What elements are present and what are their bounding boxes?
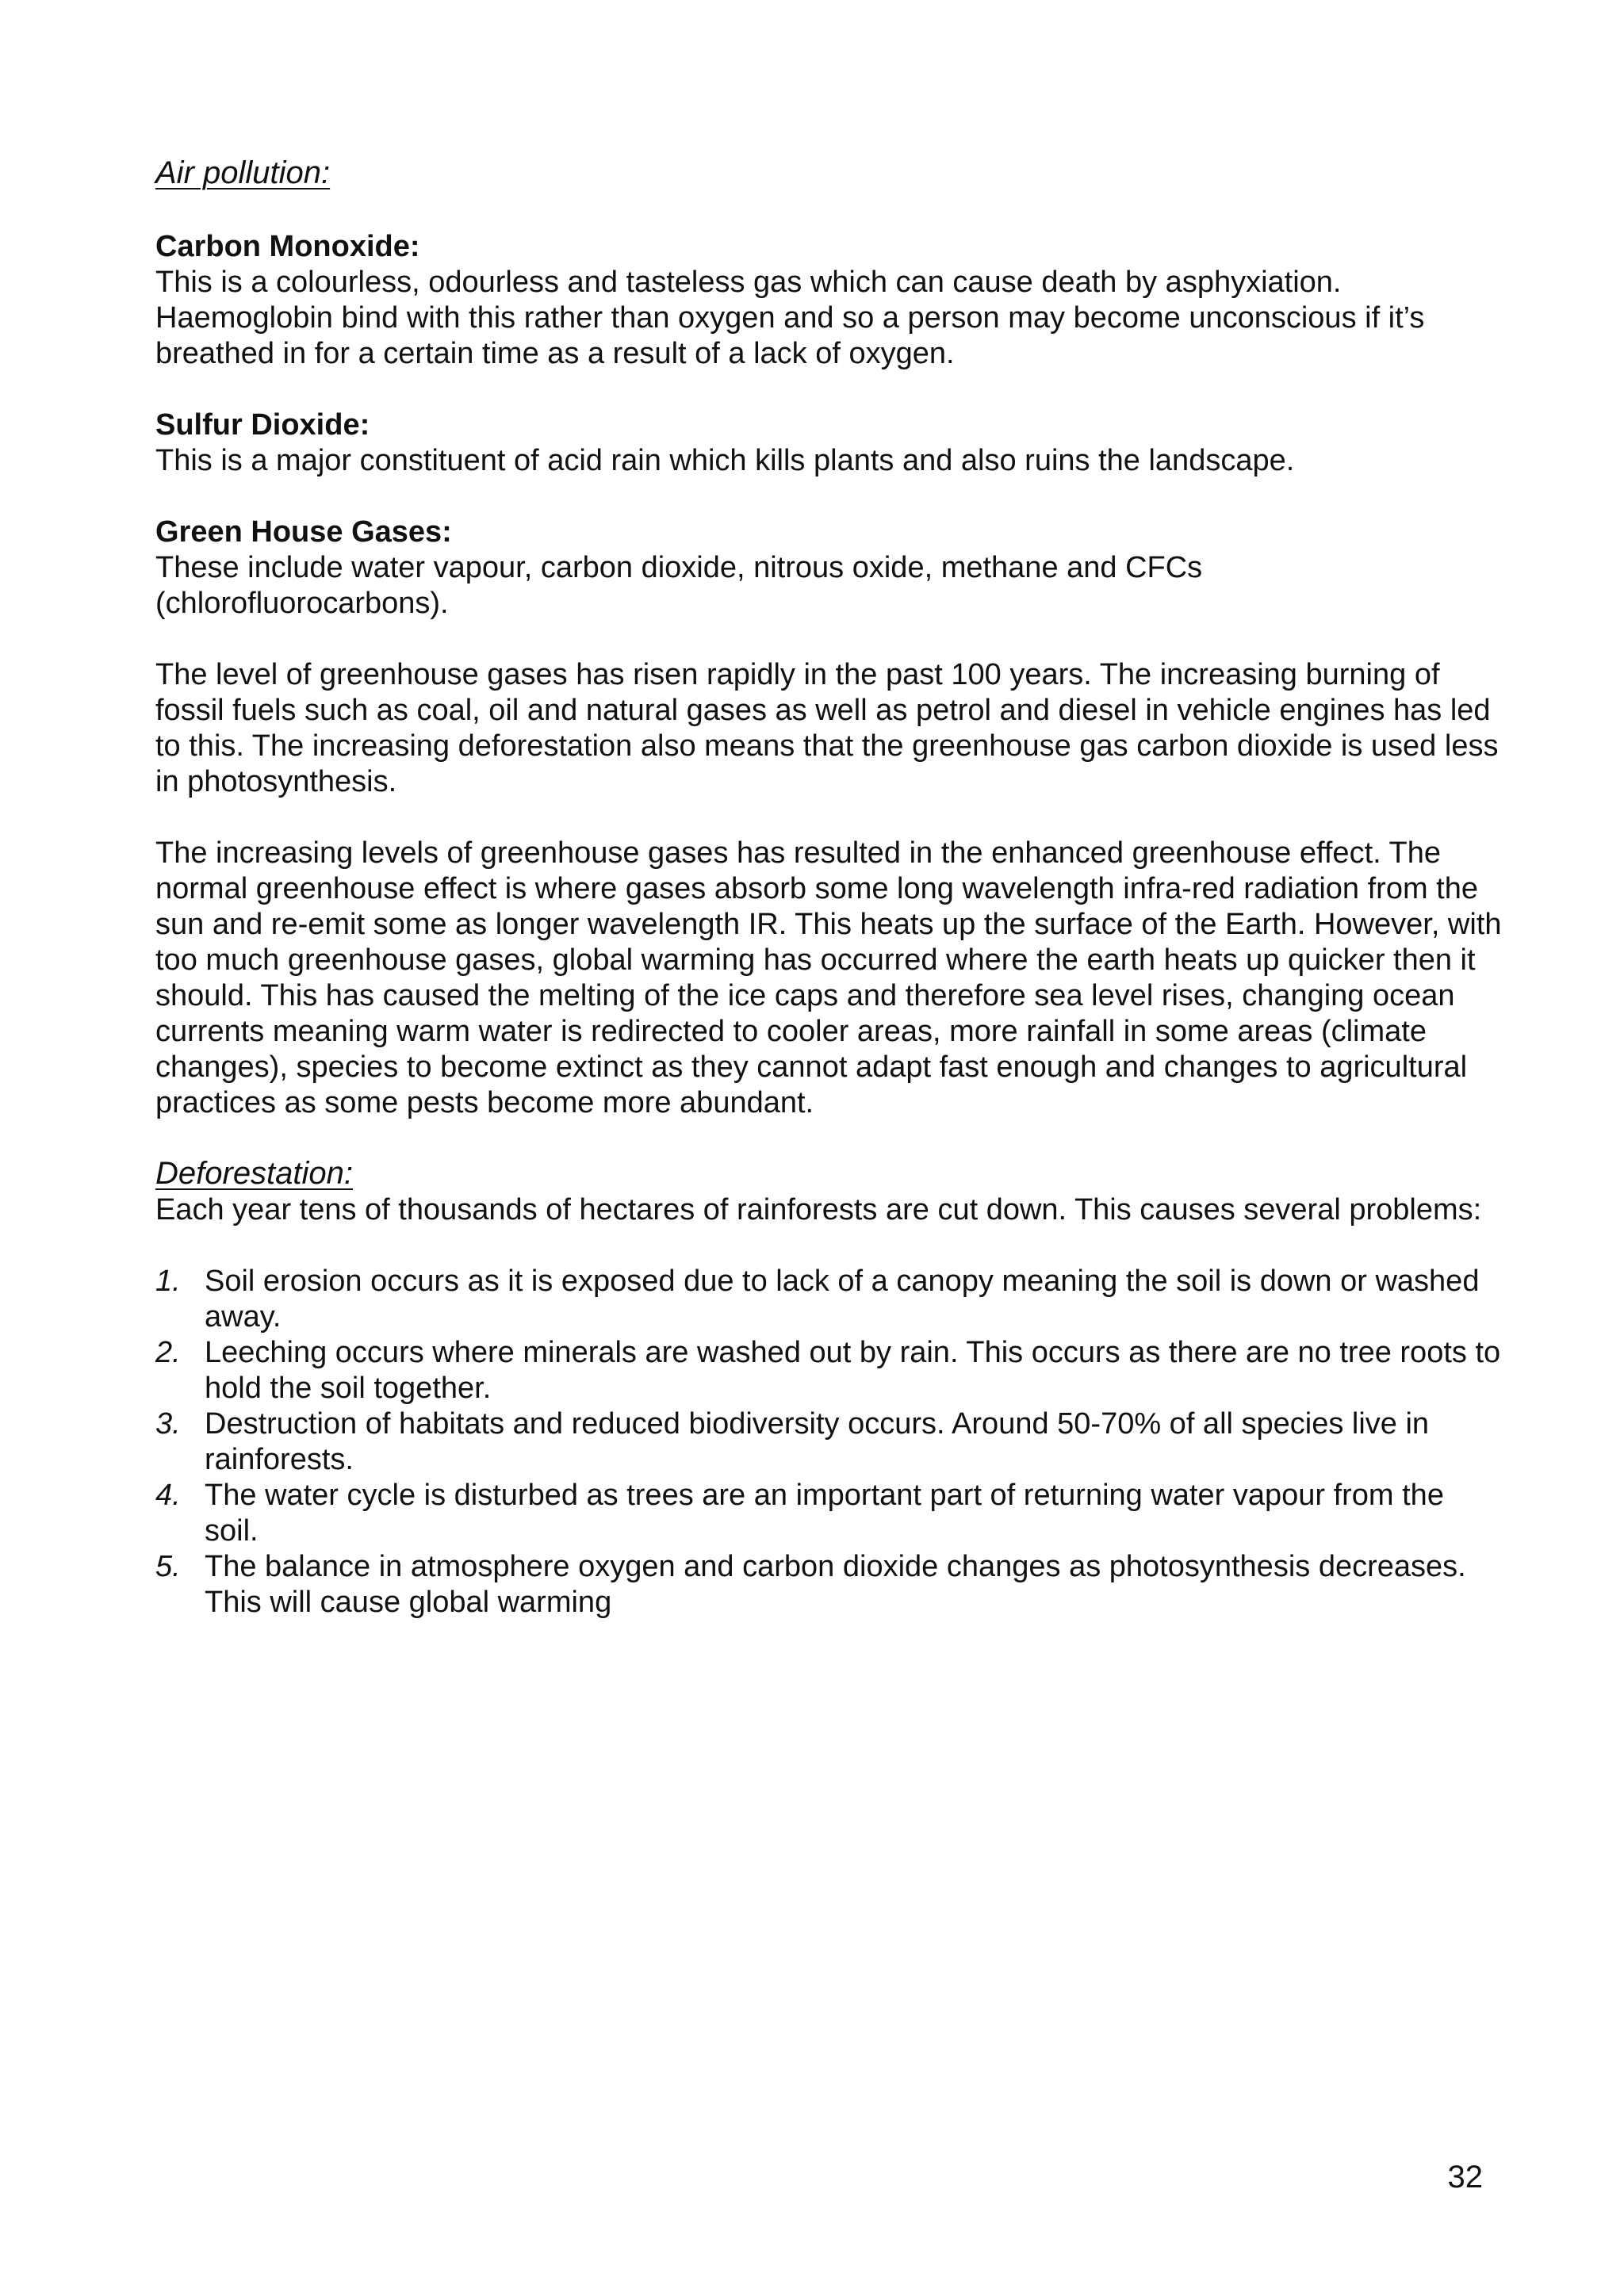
deforestation-problem-list (155, 1264, 1503, 1621)
list-item-text: Destruction of habitats and reduced biodiversity occurs. Around 50-70% of all species live in rainforests. (205, 1407, 1430, 1476)
list-item (155, 1406, 1503, 1478)
list-item (155, 1264, 1503, 1335)
list-number: 2. (155, 1336, 181, 1369)
heading-greenhouse-gases: Green House Gases: (155, 515, 452, 549)
list-item-text: The water cycle is disturbed as trees are an important part of returning water vapour from the soil. (205, 1479, 1444, 1548)
paragraph-deforestation-intro: Each year tens of thousands of hectares of rainforests are cut down. This causes several problems: (155, 1193, 1482, 1226)
page-number: 32 (1447, 2160, 1483, 2195)
list-number: 4. (155, 1479, 181, 1512)
list-item (155, 1478, 1503, 1549)
list-number: 5. (155, 1550, 181, 1583)
section-title-air-pollution: Air pollution: (155, 155, 331, 190)
list-number: 3. (155, 1407, 181, 1441)
paragraph-enhanced-greenhouse-effect: The increasing levels of greenhouse gases has resulted in the enhanced greenhouse effect. The normal greenhouse effect is where gases absorb some long wavelength infra-red radiation from the sun and re-emit some as longer wavelength IR. This heats up the surface of the Earth. However, with too much greenhouse gases, global warming has occurred where the earth heats up quicker then it should. This has caused the melting of the ice caps and therefore sea level rises, changing ocean currents meaning warm water is redirected to cooler areas, more rainfall in some areas (climate changes), species to become extinct as they cannot adapt fast enough and changes to agricultural practices as some pests become more abundant. (155, 836, 1502, 1119)
heading-sulfur-dioxide: Sulfur Dioxide: (155, 408, 370, 442)
list-item-text: Soil erosion occurs as it is exposed due to lack of a canopy meaning the soil is down or washed away. (205, 1265, 1480, 1334)
paragraph-sulfur-dioxide: This is a major constituent of acid rain which kills plants and also ruins the landscape. (155, 444, 1295, 477)
paragraph-carbon-monoxide: This is a colourless, odourless and tasteless gas which can cause death by asphyxiation. Haemoglobin bind with this rather than oxygen and so a person may become unconscious if it’s breathed in for a certain time as a result of a lack of oxygen. (155, 266, 1425, 370)
list-item (155, 1549, 1503, 1621)
paragraph-greenhouse-gases: These include water vapour, carbon dioxide, nitrous oxide, methane and CFCs (chlorofluorocarbons). (155, 551, 1203, 620)
paragraph-greenhouse-rise: The level of greenhouse gases has risen rapidly in the past 100 years. The increasing burning of fossil fuels such as coal, oil and natural gases as well as petrol and diesel in vehicle engines has led to this. The increasing deforestation also means that the greenhouse gas carbon dioxide is used less in photosynthesis. (155, 658, 1499, 798)
section-title-deforestation: Deforestation: (155, 1156, 354, 1191)
list-number: 1. (155, 1265, 181, 1298)
list-item-text: Leeching occurs where minerals are washed out by rain. This occurs as there are no tree roots to hold the soil together. (205, 1336, 1501, 1405)
heading-carbon-monoxide: Carbon Monoxide: (155, 230, 420, 263)
list-item (155, 1335, 1503, 1406)
list-item-text: The balance in atmosphere oxygen and carbon dioxide changes as photosynthesis decreases. This will cause global warming (205, 1550, 1466, 1619)
